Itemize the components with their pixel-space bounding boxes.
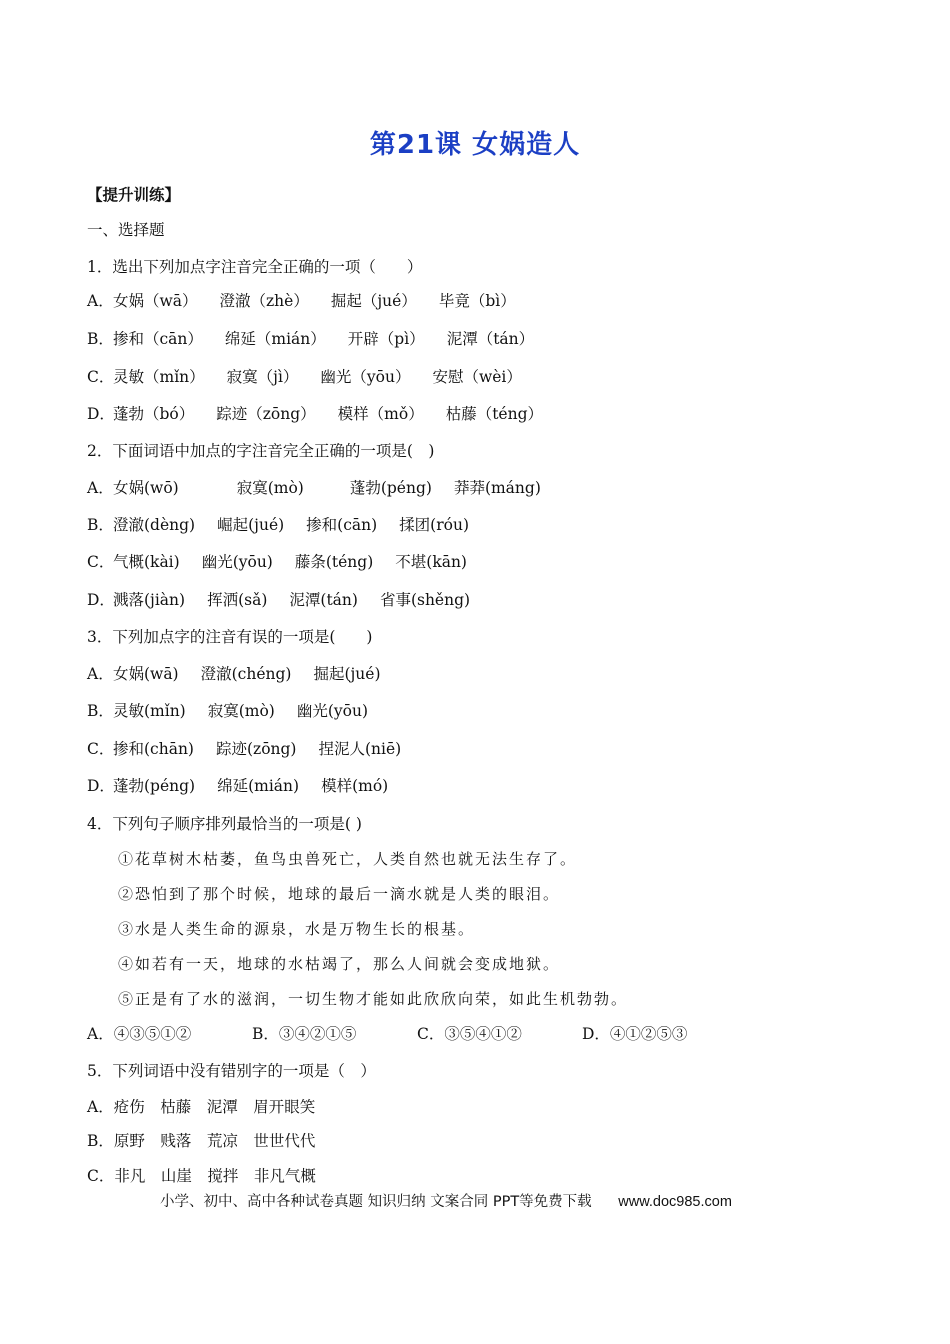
term: 澄澈（zhè） xyxy=(219,292,309,310)
term: 安慰（wèi） xyxy=(432,368,522,386)
sentence-2: ②恐怕到了那个时候，地球的最后一滴水就是人类的眼泪。 xyxy=(118,885,561,903)
term: 灵敏(mǐn) xyxy=(113,702,186,720)
question-1-option-d xyxy=(87,403,565,425)
answer-c: C．③⑤④①② xyxy=(417,1025,522,1043)
term: 不堪(kān) xyxy=(395,553,467,571)
term: 崛起(jué) xyxy=(217,516,285,534)
sentence-1: ①花草树木枯萎，鱼鸟虫兽死亡，人类自然也就无法生存了。 xyxy=(118,850,578,868)
term: 泥潭（tán） xyxy=(446,330,535,348)
question-5-stem: 5．下列词语中没有错别字的一项是（ ） xyxy=(87,1062,376,1080)
option-label: A． xyxy=(87,479,114,497)
term: 泥潭(tán) xyxy=(289,591,358,609)
section-heading: 【提升训练】 xyxy=(87,185,181,204)
page-footer xyxy=(160,1190,732,1211)
term: 掺和(cān) xyxy=(306,516,378,534)
term: 捏泥人(niē) xyxy=(318,740,402,758)
term: 寂寞（jì） xyxy=(226,368,299,386)
question-2-option-d xyxy=(87,589,492,611)
term: 模样（mǒ） xyxy=(337,405,424,423)
term: 掺和（cān） xyxy=(113,330,203,348)
term: 女娲(wō) xyxy=(113,479,179,497)
term: 藤条(téng) xyxy=(294,553,374,571)
term: 毕竟（bì） xyxy=(438,292,516,310)
option-label: D． xyxy=(87,591,115,609)
question-3-option-b xyxy=(87,700,390,722)
option-label: D． xyxy=(87,405,115,423)
sentence-4: ④如若有一天，地球的水枯竭了，那么人间就会变成地狱。 xyxy=(118,955,561,973)
term: 开辟（pì） xyxy=(347,330,425,348)
option-label: B． xyxy=(87,516,114,534)
sentence-5: ⑤正是有了水的滋润，一切生物才能如此欣欣向荣，如此生机勃勃。 xyxy=(118,990,629,1008)
answer-b: B．③④②①⑤ xyxy=(252,1025,357,1043)
term: 踪迹（zōng） xyxy=(216,405,316,423)
answer-d: D．④①②⑤③ xyxy=(582,1025,688,1043)
term: 澄澈(chéng) xyxy=(200,665,292,683)
footer-url[interactable]: www.doc985.com xyxy=(618,1194,732,1210)
question-5-option-b: B．原野 贱落 荒凉 世世代代 xyxy=(87,1132,316,1150)
question-3-option-d xyxy=(87,775,410,797)
term: 气概(kài) xyxy=(113,553,180,571)
question-5-option-c: C．非凡 山崖 搅拌 非凡气概 xyxy=(87,1167,316,1185)
question-5-option-a: A．疮伤 枯藤 泥潭 眉开眼笑 xyxy=(87,1098,316,1116)
term: 女娲（wā） xyxy=(113,292,198,310)
answer-a: A．④③⑤①② xyxy=(87,1025,192,1043)
option-label: C． xyxy=(87,553,115,571)
sentence-3: ③水是人类生命的源泉，水是万物生长的根基。 xyxy=(118,920,476,938)
option-label: A． xyxy=(87,292,114,310)
option-label: C． xyxy=(87,368,115,386)
question-4-answers xyxy=(87,1023,747,1045)
term: 蓬勃（bó） xyxy=(113,405,195,423)
term: 踪迹(zōng) xyxy=(215,740,297,758)
term: 绵延(mián) xyxy=(217,777,300,795)
term: 灵敏（mǐn） xyxy=(113,368,205,386)
term: 莽莽(máng) xyxy=(453,479,541,497)
footer-text: 小学、初中、高中各种试卷真题 知识归纳 文案合同 PPT等免费下载 xyxy=(160,1194,592,1210)
term: 省事(shěng) xyxy=(379,591,471,609)
page-title: 第21课 女娲造人 xyxy=(369,130,581,160)
question-2-option-a xyxy=(87,477,563,499)
term: 绵延（mián） xyxy=(224,330,326,348)
question-1-option-a xyxy=(87,290,538,312)
term: 蓬勃(péng) xyxy=(349,479,432,497)
option-label: D． xyxy=(87,777,115,795)
term: 寂寞(mò) xyxy=(207,702,275,720)
option-label: B． xyxy=(87,330,114,348)
question-2-option-c xyxy=(87,551,489,573)
question-3-stem: 3．下列加点字的注音有误的一项是( ) xyxy=(87,628,373,646)
term: 蓬勃(péng) xyxy=(113,777,196,795)
option-label: B． xyxy=(87,702,114,720)
term: 掘起（jué） xyxy=(330,292,417,310)
question-1-option-b xyxy=(87,328,556,350)
option-label: C． xyxy=(87,740,115,758)
term: 溅落(jiàn) xyxy=(113,591,186,609)
question-2-option-b xyxy=(87,514,491,536)
term: 女娲(wā) xyxy=(113,665,179,683)
term: 幽光（yōu） xyxy=(320,368,411,386)
term: 模样(mó) xyxy=(321,777,389,795)
term: 掘起(jué) xyxy=(313,665,381,683)
term: 寂寞(mò) xyxy=(236,479,304,497)
term: 挥洒(sǎ) xyxy=(207,591,268,609)
term: 枯藤（téng） xyxy=(445,405,544,423)
part-heading: 一、选择题 xyxy=(87,221,165,239)
option-label: A． xyxy=(87,665,114,683)
question-2-stem: 2．下面词语中加点的字注音完全正确的一项是( ) xyxy=(87,442,435,460)
term: 幽光(yōu) xyxy=(201,553,273,571)
question-1-option-c xyxy=(87,366,544,388)
question-1-stem: 1．选出下列加点字注音完全正确的一项（ ） xyxy=(87,258,423,276)
term: 幽光(yōu) xyxy=(296,702,369,720)
question-3-option-a xyxy=(87,663,403,685)
term: 澄澈(dèng) xyxy=(113,516,196,534)
term: 揉团(róu) xyxy=(399,516,469,534)
term: 掺和(chān) xyxy=(113,740,194,758)
question-3-option-c xyxy=(87,738,423,760)
question-4-stem: 4．下列句子顺序排列最恰当的一项是( ) xyxy=(87,815,362,833)
